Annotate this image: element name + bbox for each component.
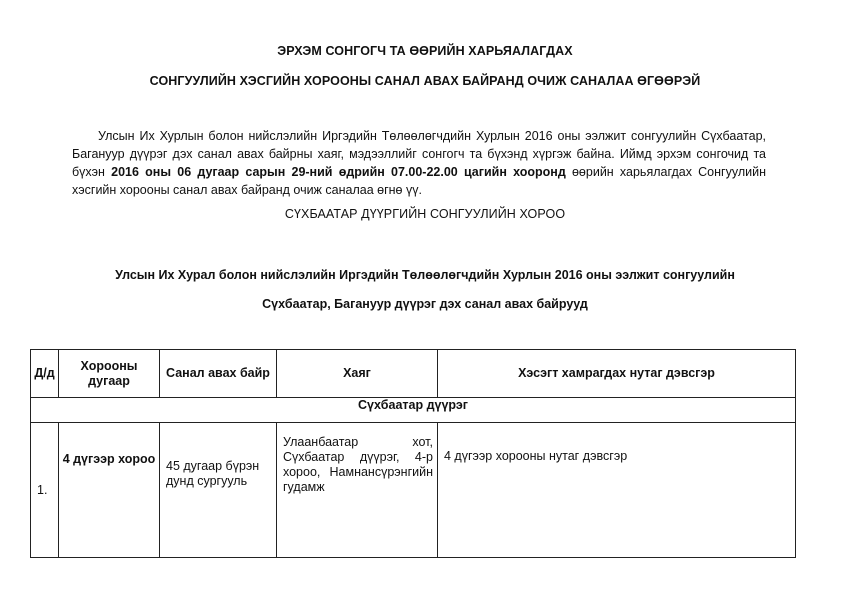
header-coverage: Хэсэгт хамрагдах нутаг дэвсгэр (438, 350, 796, 398)
title-line-1: ЭРХЭМ СОНГОГЧ ТА ӨӨРИЙН ХАРЬЯАЛАГДАХ (277, 44, 573, 58)
title-line-2: СОНГУУЛИЙН ХЭСГИЙН ХОРООНЫ САНАЛ АВАХ БАЙРАНД ОЧИЖ САНАЛАА ӨГӨӨРЭЙ (149, 74, 701, 88)
intro-text-part-2: өөрийн харьялагдах Сонгуулийн хэсгийн хорооны санал авах байранд очиж саналаа өгнө үү. (72, 165, 766, 197)
table-row (31, 423, 796, 558)
table-subheading-line-2: Сүхбаатар, Багануур дүүрэг дэх санал авах байрууд (262, 297, 588, 311)
row-num: 1. (31, 423, 59, 558)
row-place: 45 дугаар бүрэн дунд сургууль (160, 423, 277, 558)
header-num: Д/д (31, 350, 59, 398)
row-address: Улаанбаатар хот, Сүхбаатар дүүрэг, 4-р хороо, Намнансүрэнгийн гудамж (277, 423, 438, 558)
table-subheading-line-1: Улсын Их Хурал болон нийслэлийн Иргэдийн Төлөөлөгчдийн Хурлын 2016 оны ээлжит сонгуулийн (115, 268, 735, 282)
table-header-row (31, 350, 796, 398)
header-khoroo: Хорооны дугаар (59, 350, 160, 398)
header-place: Санал авах байр (160, 350, 277, 398)
polling-stations-table (30, 349, 796, 558)
intro-paragraph (72, 127, 766, 199)
district-name: Сүхбаатар дүүрэг (31, 398, 796, 423)
row-coverage: 4 дүгээр хорооны нутаг дэвсгэр (438, 423, 796, 558)
header-address: Хаяг (277, 350, 438, 398)
row-khoroo: 4 дүгээр хороо (59, 423, 160, 558)
intro-text-part-1: Улсын Их Хурлын болон нийслэлийн Иргэдийн Төлөөлөгчдийн Хурлын 2016 оны ээлжит сонгуулийн Сүхбаатар, Багануур дүүрэг дэх санал авах байрны хаяг, мэдээллийг сонгогч та бүхэнд хүргэж байна. Иймд эрхэм сонгочид та бүхэн (72, 129, 766, 179)
intro-text-bold: 2016 оны 06 дугаар сарын 29-ний өдрийн 07.00-22.00 цагийн хооронд (111, 165, 566, 179)
committee-name: СҮХБААТАР ДҮҮРГИЙН СОНГУУЛИЙН ХОРОО (284, 207, 566, 221)
district-row (31, 398, 796, 423)
